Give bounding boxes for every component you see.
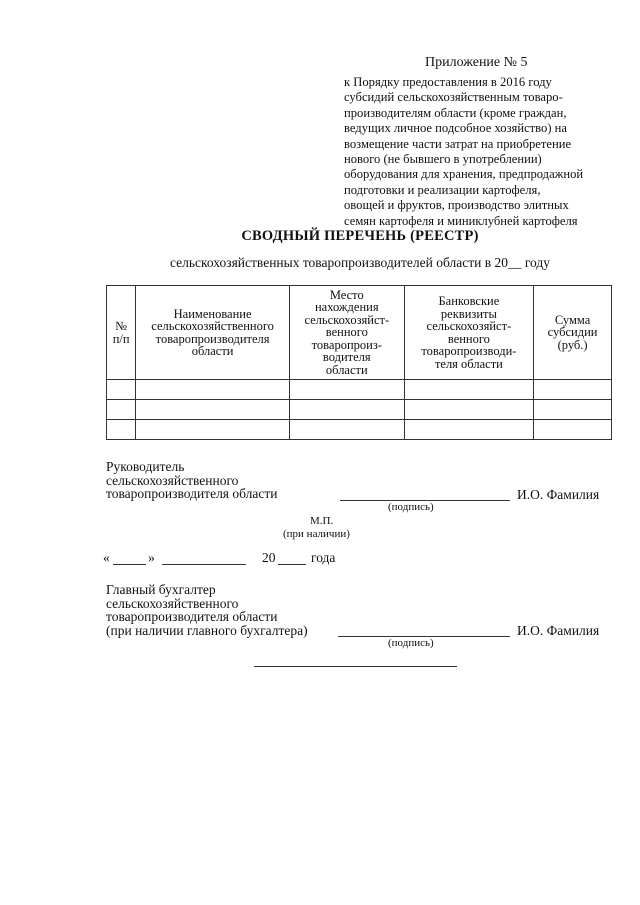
annex-line: подготовки и реализации картофеля, xyxy=(344,182,541,197)
table-cell[interactable] xyxy=(136,380,290,400)
header-text: № xyxy=(115,319,128,333)
table-cell[interactable] xyxy=(289,400,404,420)
header-text: (руб.) xyxy=(557,337,588,352)
annex-line: нового (не бывшего в употреблении) xyxy=(344,152,542,167)
accountant-fio: И.О. Фамилия xyxy=(517,623,600,638)
accountant-signature-caption: (подпись) xyxy=(388,637,434,649)
header-number xyxy=(107,286,136,380)
table-cell[interactable] xyxy=(289,380,404,400)
head-fio: И.О. Фамилия xyxy=(517,487,600,502)
header-text: сельскохозяйст- xyxy=(304,312,390,327)
table-cell[interactable] xyxy=(136,400,290,420)
document-title: СВОДНЫЙ ПЕРЕЧЕНЬ (РЕЕСТР) xyxy=(241,228,479,244)
table-cell[interactable] xyxy=(136,420,290,440)
header-text: сельскохозяйственного xyxy=(151,319,274,333)
header-name xyxy=(136,286,290,380)
header-text: Наименование xyxy=(173,306,252,321)
table-cell[interactable] xyxy=(107,420,136,440)
header-bank-details xyxy=(404,286,534,380)
table-row xyxy=(107,380,612,400)
header-text: Банковские xyxy=(438,294,500,308)
table-cell[interactable] xyxy=(404,380,534,400)
header-text: товаропроизводителя xyxy=(155,331,270,346)
header-text: Место xyxy=(329,287,364,302)
head-label-line: товаропроизводителя области xyxy=(106,486,278,501)
header-text: нахождения xyxy=(314,300,379,315)
annex-line: ведущих личное подсобное хозяйство) на xyxy=(344,121,568,136)
table-row xyxy=(107,420,612,440)
date-day-line[interactable] xyxy=(113,564,146,565)
table-cell[interactable] xyxy=(534,380,612,400)
header-text: товаропроиз- xyxy=(311,337,382,352)
accountant-label-line: Главный бухгалтер xyxy=(106,582,216,597)
accountant-label-line: товаропроизводителя области xyxy=(106,609,278,624)
accountant-label xyxy=(106,583,308,637)
header-text: венного xyxy=(447,331,490,346)
annex-line: производителям области (кроме граждан, xyxy=(344,105,567,120)
head-label-line: сельскохозяйственного xyxy=(106,472,239,488)
header-text: венного xyxy=(325,325,368,340)
bottom-divider xyxy=(254,666,457,667)
date-month-line[interactable] xyxy=(162,564,246,565)
annex-line: семян картофеля и миниклубней картофеля xyxy=(344,213,578,228)
document-subtitle: сельскохозяйственных товаропроизводителей области в 20__ году xyxy=(169,255,551,270)
date-year-line[interactable] xyxy=(278,564,306,565)
stamp-label: М.П. xyxy=(310,515,334,527)
accountant-label-line: сельскохозяйственного xyxy=(106,595,239,611)
date-year-suffix: года xyxy=(311,550,336,565)
header-text: сельскохозяйст- xyxy=(426,319,512,333)
header-text: п/п xyxy=(112,331,130,346)
head-signature-caption: (подпись) xyxy=(388,501,434,513)
table-header-row xyxy=(107,286,612,380)
head-label xyxy=(106,460,278,501)
header-text: области xyxy=(191,344,234,358)
header-text: Сумма xyxy=(554,312,591,327)
header-text: реквизиты xyxy=(440,306,497,321)
table-cell[interactable] xyxy=(107,380,136,400)
date-close-quote: » xyxy=(148,550,155,565)
header-location xyxy=(289,286,404,380)
header-text: теля области xyxy=(434,356,503,371)
date-open-quote: « xyxy=(103,550,110,565)
annex-line: возмещение части затрат на приобретение xyxy=(344,136,572,151)
header-text: товаропроизводи- xyxy=(421,344,517,358)
accountant-label-line: (при наличии главного бухгалтера) xyxy=(106,622,308,638)
head-label-line: Руководитель xyxy=(106,459,185,474)
annex-line: к Порядку предоставления в 2016 году xyxy=(344,75,552,89)
date-year-prefix: 20 xyxy=(262,550,276,565)
table-cell[interactable] xyxy=(107,400,136,420)
header-text: области xyxy=(325,362,368,377)
annex-description xyxy=(344,75,619,229)
table-row xyxy=(107,400,612,420)
annex-line: овощей и фруктов, производство элитных xyxy=(344,198,569,213)
table-cell[interactable] xyxy=(289,420,404,440)
annex-line: оборудования для хранения, предпродажной xyxy=(344,167,584,182)
table-cell[interactable] xyxy=(534,420,612,440)
annex-line: субсидий сельскохозяйственным товаро- xyxy=(344,90,563,105)
table-cell[interactable] xyxy=(404,400,534,420)
annex-title: Приложение № 5 xyxy=(425,55,528,70)
registry-table xyxy=(106,285,612,440)
header-text: субсидии xyxy=(547,325,598,340)
table-cell[interactable] xyxy=(534,400,612,420)
stamp-note: (при наличии) xyxy=(283,528,350,540)
header-subsidy-amount xyxy=(534,286,612,380)
table-cell[interactable] xyxy=(404,420,534,440)
header-text: водителя xyxy=(322,350,371,365)
